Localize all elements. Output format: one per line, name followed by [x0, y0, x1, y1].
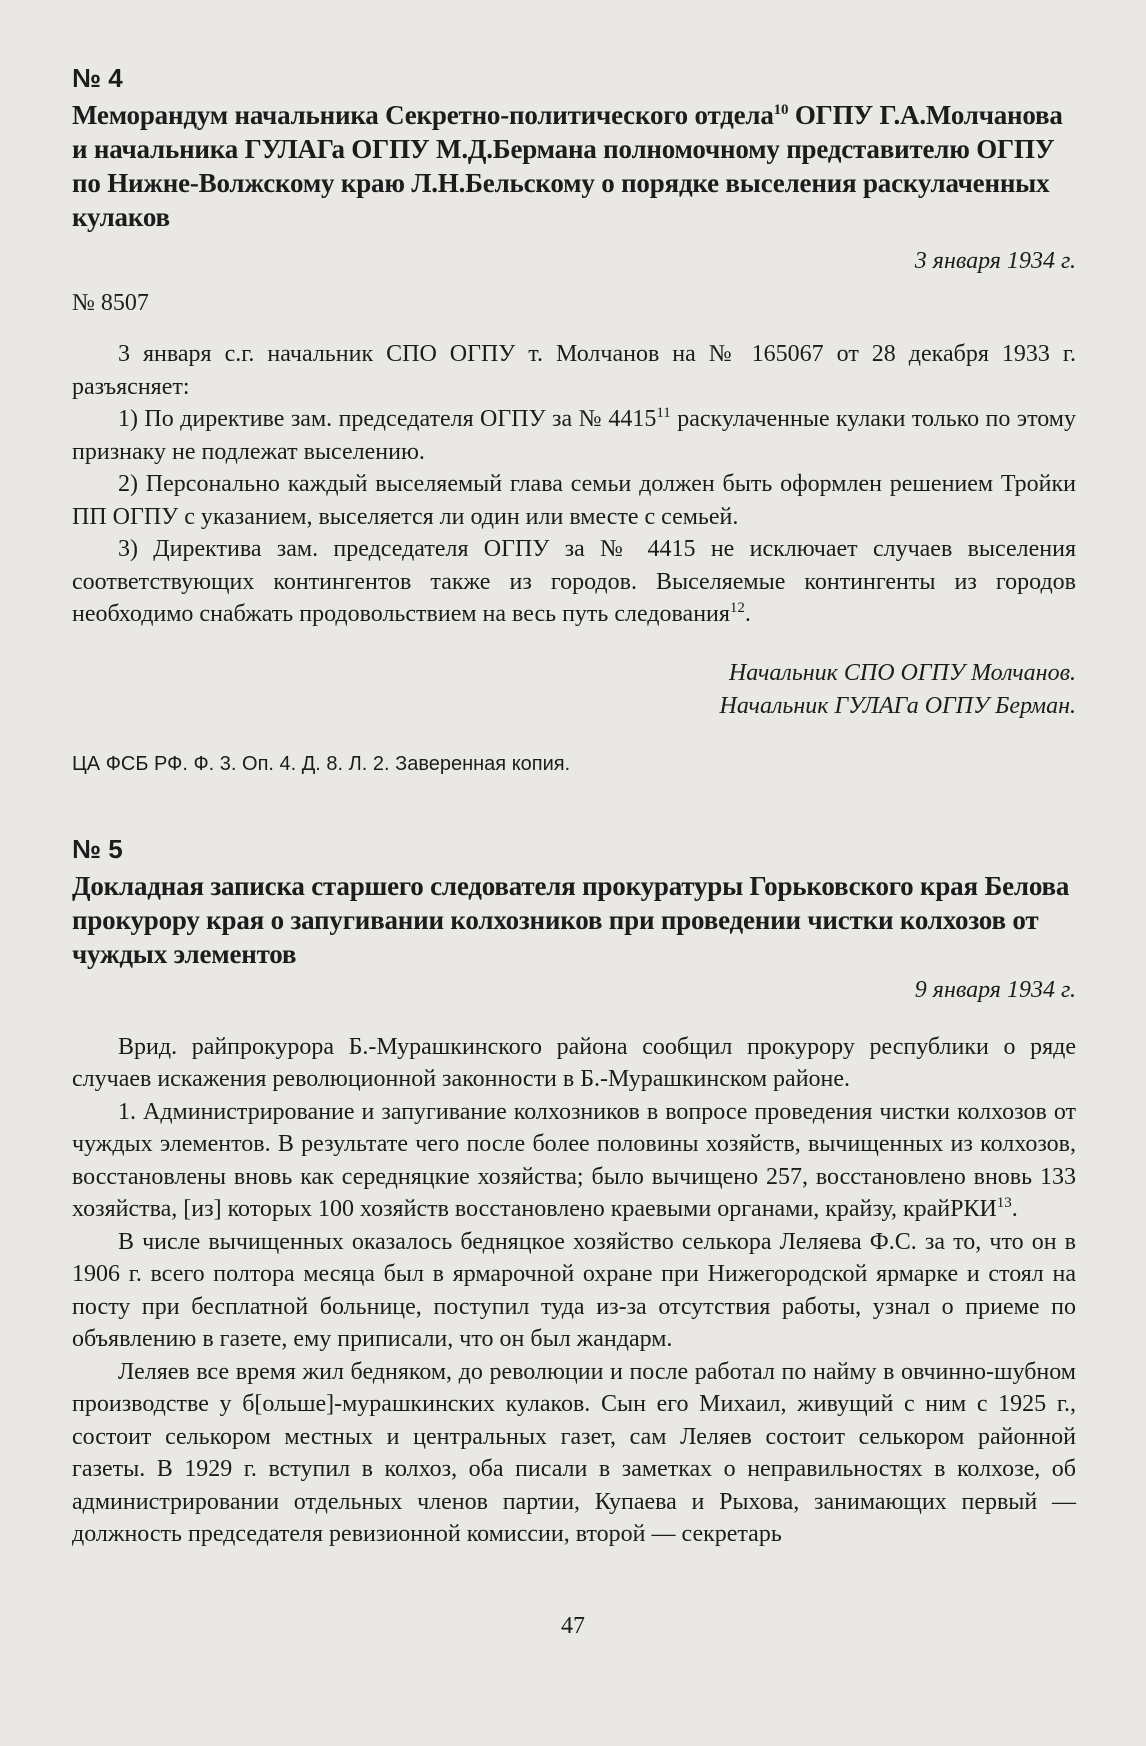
doc5-paragraph — [72, 1096, 1076, 1226]
doc4-title — [72, 98, 1076, 234]
doc4-paragraph-text: 3) Директива зам. председателя ОГПУ за № 4415 не исключает случаев выселения соответствующих контингентов также из городов. Выселяемые контингенты из городов необходимо снабжать продовольствием на весь путь следования — [72, 536, 1076, 627]
doc4-paragraph: 2) Персонально каждый выселяемый глава семьи должен быть оформлен решением Тройки ПП ОГПУ с указанием, выселяется ли один или вместе с семьей. — [72, 471, 1076, 530]
doc4-date: 3 января 1934 г. — [914, 248, 1076, 274]
doc5-paragraph-text: 1. Администрирование и запугивание колхозников в вопросе проведения чистки колхозов от чуждых элементов. В результате чего после более половины хозяйств, вычищенных из колхозов, восстановлены вновь как середняцкие хозяйства; было вычищено 257, восстановлено вновь 133 хозяйства, [из] которых 100 хозяйств восстановлено краевыми органами, крайзу, крайРКИ — [72, 1098, 1076, 1222]
doc4-reg-number: № 8507 — [72, 290, 149, 316]
doc4-archive-reference: ЦА ФСБ РФ. Ф. 3. Оп. 4. Д. 8. Л. 2. Заверенная копия. — [72, 752, 571, 775]
doc4-title-main: Меморандум начальника Секретно-политического отдела — [72, 100, 774, 130]
doc5-paragraph: В числе вычищенных оказалось бедняцкое хозяйство селькора Леляева Ф.С. за то, что он в 1906 г. всего полтора месяца был в ярмарочной охране при Нижегородской ярмарке и стоял на посту при бесплатной больнице, поступил туда из-за отсутствия работы, узнал о приеме по объявлению в газете, ему приписали, что он был жандарм. — [72, 1228, 1076, 1352]
doc5-section — [72, 833, 1076, 1551]
doc4-footnote: 11 — [656, 405, 671, 421]
doc4-signatures — [72, 657, 1076, 723]
doc4-paragraph-text: . — [744, 601, 751, 627]
doc4-paragraph: 3 января с.г. начальник СПО ОГПУ т. Молчанов на № 165067 от 28 декабря 1933 г. разъясняет: — [72, 341, 1076, 400]
page-number: 47 — [561, 1613, 585, 1639]
doc4-title-footnote: 10 — [773, 102, 789, 118]
doc4-signature: Начальник ГУЛАГа ОГПУ Берман. — [719, 692, 1076, 719]
doc5-footnote: 13 — [996, 1195, 1012, 1211]
doc4-paragraph — [72, 533, 1076, 631]
doc5-paragraph-text: . — [1011, 1196, 1018, 1222]
doc4-title-rest: ОГПУ Г.А.Молчанова и начальника ГУЛАГа ОГПУ М.Д.Бермана полномочному представителю ОГПУ по Нижне-Волжскому краю Л.Н.Бельскому о порядке выселения раскулаченных кулаков — [72, 100, 1063, 232]
doc4-number: № 4 — [72, 63, 123, 93]
doc5-title: Докладная записка старшего следователя прокуратуры Горьковского края Белова прокурору края о запугивании колхозников при проведении чистки колхозов от чуждых элементов — [72, 870, 1070, 969]
doc4-paragraph-text: 1) По директиве зам. председателя ОГПУ за № 4415 — [118, 406, 657, 432]
doc4-paragraph-text: раскулаченные кулаки только по этому признаку не подлежат выселению. — [72, 406, 1076, 465]
doc5-paragraph: Леляев все время жил бедняком, до революции и после работал по найму в овчинно-шубном производстве у б[ольше]-мурашкинских кулаков. Сын его Михаил, живущий с ним с 1925 г., состоит селькором местных и центральных газет, сам Леляев состоит селькором районной газеты. В 1929 г. вступил в колхоз, оба писали в заметках о неправильностях в колхозе, об администрировании отдельных членов партии, Купаева и Рыхова, занимающих первый — должность председателя ревизионной комиссии, второй — секретарь — [72, 1358, 1076, 1547]
doc4-paragraph — [72, 403, 1076, 468]
doc4-footnote: 12 — [729, 600, 745, 616]
doc4-signature: Начальник СПО ОГПУ Молчанов. — [728, 659, 1076, 686]
doc5-date: 9 января 1934 г. — [914, 976, 1076, 1003]
doc5-number: № 5 — [72, 833, 123, 864]
doc5-paragraph: Врид. райпрокурора Б.-Мурашкинского района сообщил прокурору республики о ряде случаев искажения революционной законности в Б.-Мурашкинском районе. — [72, 1033, 1076, 1092]
